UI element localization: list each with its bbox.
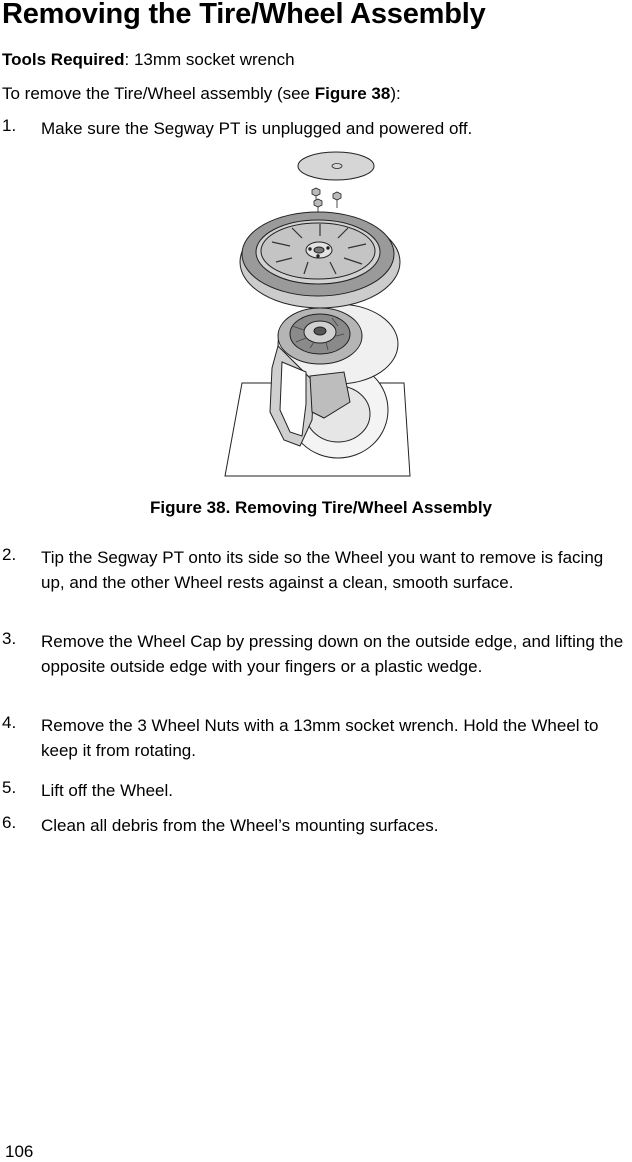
figure-caption: Figure 38. Removing Tire/Wheel Assembly xyxy=(150,498,492,517)
tools-required-value: 13mm socket wrench xyxy=(133,50,295,69)
step-number: 6. xyxy=(2,813,17,832)
tools-required-label: Tools Required xyxy=(2,50,125,69)
step-text: Tip the Segway PT onto its side so the Wheel you want to remove is facing up, and the other Wheel rests against a clean, smooth surface. xyxy=(41,548,604,592)
step-text: Remove the 3 Wheel Nuts with a 13mm socket wrench. Hold the Wheel to keep it from rotating. xyxy=(41,716,599,760)
step-number: 5. xyxy=(2,778,17,797)
step-text: Lift off the Wheel. xyxy=(41,781,173,800)
intro-after: ): xyxy=(390,84,401,103)
step-number: 1. xyxy=(2,116,17,135)
page-number: 106 xyxy=(5,1142,34,1161)
tools-required-line xyxy=(2,50,295,70)
step-text: Clean all debris from the Wheel’s mounting surfaces. xyxy=(41,816,439,835)
figure-reference: Figure 38 xyxy=(314,84,391,103)
step-number: 4. xyxy=(2,713,17,732)
tire-wheel xyxy=(240,212,400,308)
page-title: Removing the Tire/Wheel Assembly xyxy=(2,0,486,30)
intro-line xyxy=(2,84,401,104)
step-text: Remove the Wheel Cap by pressing down on the outside edge, and lifting the opposite outside edge with your fingers or a plastic wedge. xyxy=(41,632,624,676)
wheel-nuts xyxy=(312,188,341,215)
intro-before: To remove the Tire/Wheel assembly (see xyxy=(2,84,315,103)
step-text: Make sure the Segway PT is unplugged and powered off. xyxy=(41,119,473,138)
gearbox-assembly xyxy=(270,304,398,458)
step-number: 3. xyxy=(2,629,17,648)
wheel-cap xyxy=(298,152,374,180)
tools-separator: : xyxy=(124,50,134,69)
figure-38-illustration xyxy=(220,150,420,482)
step-number: 2. xyxy=(2,545,17,564)
